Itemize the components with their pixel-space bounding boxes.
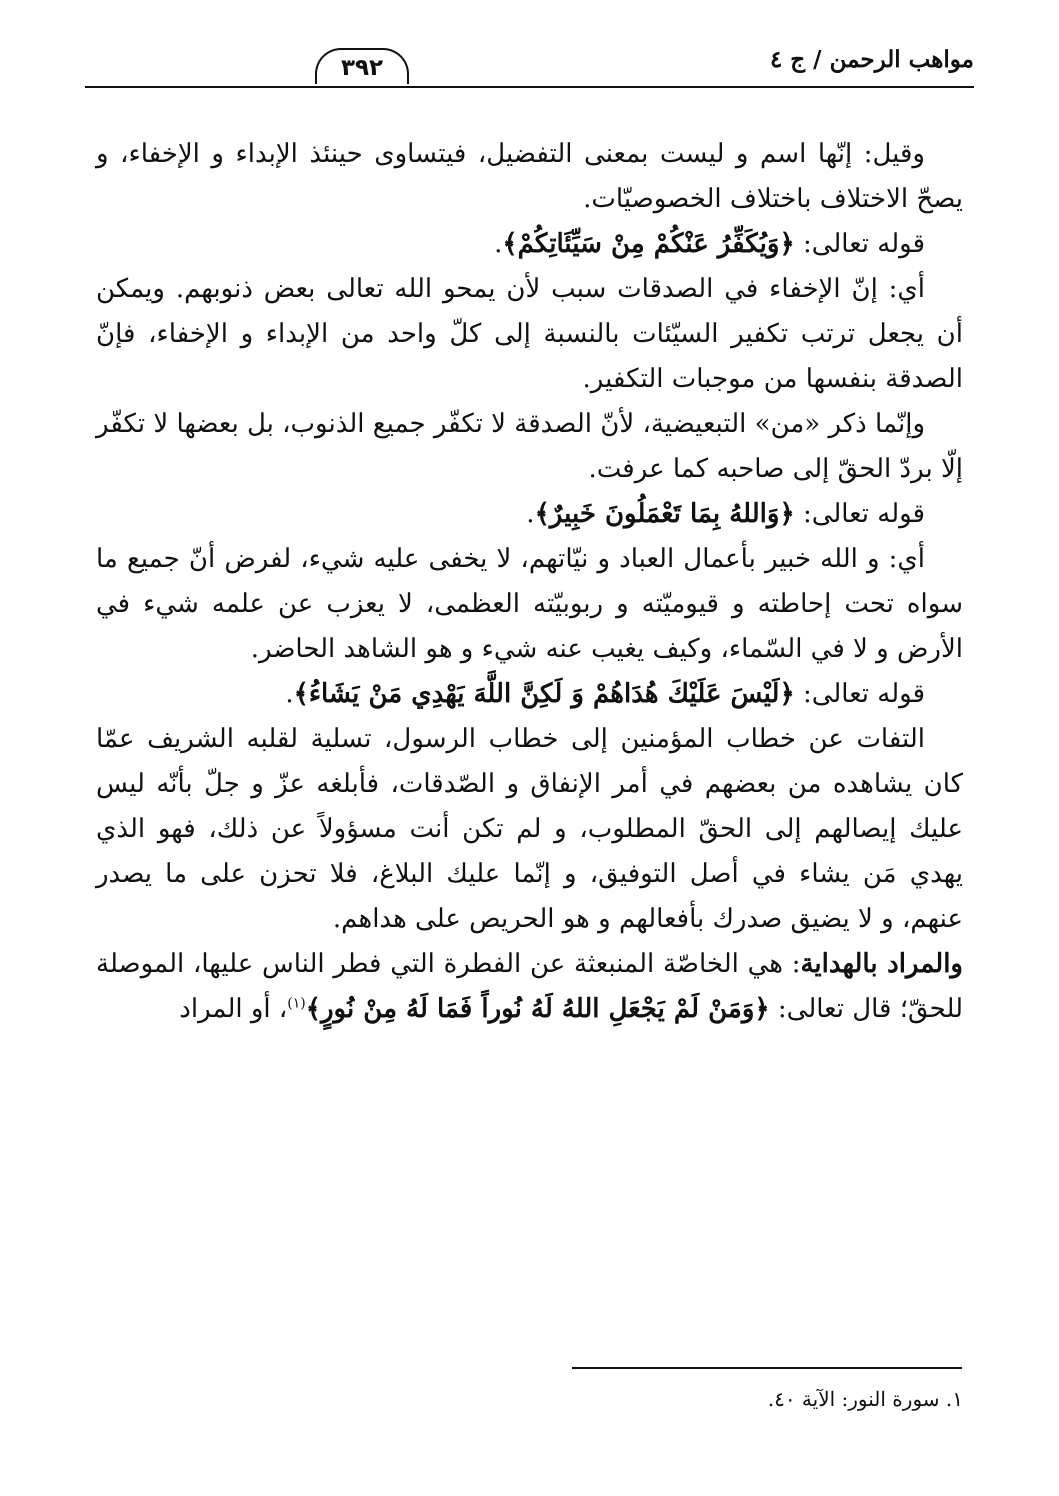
text-line: عليك إيصالهم إلى الحقّ المطلوب، و لم تكن أنت مسؤولاً عن ذلك، فهو الذي — [96, 814, 963, 844]
verse-heading — [96, 492, 963, 537]
footnote-rule — [572, 1367, 962, 1369]
text-line: كان يشاهده من بعضهم في أمر الإنفاق و الصّدقات، فأبلغه عزّ و جلّ بأنّه ليس — [96, 769, 963, 799]
footnote: ١. سورة النور: الآية ٤٠. — [767, 1387, 963, 1411]
paragraph — [96, 402, 963, 492]
defined-term: والمراد بالهداية — [800, 949, 963, 979]
quran-verse: ﴿لَيْسَ عَلَيْكَ هُدَاهُمْ وَ لَكِنَّ اللَّهَ يَهْدِي مَنْ يَشَاءُ﴾ — [293, 679, 795, 709]
text-line: ويمكن أن يجعل ترتب تكفير السيّئات بالنسبة إلى كلّ واحد من الإبداء — [96, 274, 963, 349]
text-line: يهدي مَن يشاء في أصل التوفيق، و إنّما عليك البلاغ، فلا تحزن على ما يصدر — [96, 859, 963, 889]
header-rule — [85, 86, 974, 88]
verse-heading — [96, 222, 963, 267]
paragraph — [96, 132, 963, 222]
text-line: و يصحّ الاختلاف باختلاف الخصوصيّات. — [96, 139, 963, 214]
verse-tail: . — [285, 679, 294, 709]
footnote-reference: (١) — [287, 995, 306, 1012]
text-line: في الأرض و لا في السّماء، وكيف يغيب عنه شيء و هو الشاهد الحاضر. — [96, 589, 963, 664]
verse-lead: قوله تعالى: — [794, 679, 925, 709]
verse-tail: . — [494, 229, 503, 259]
text-line: وقيل: إنّها اسم و ليست بمعنى التفضيل، فيتساوى حينئذ الإبداء و الإخفاء، — [120, 139, 925, 169]
text-line: عنهم، و لا يضيق صدرك بأفعالهم و هو الحريص على هداهم. — [332, 904, 963, 934]
body-text — [96, 132, 963, 1032]
verse-tail: . — [526, 499, 535, 529]
quran-verse: ﴿وَيُكَفِّرُ عَنْكُمْ مِنْ سَيِّئَاتِكُمْ﴾ — [502, 229, 795, 259]
quran-verse: ﴿وَاللهُ بِمَا تَعْمَلُونَ خَبِيرٌ﴾ — [534, 499, 795, 529]
text-run: : هي الخاصّة المنبعثة عن الفطرة التي فطر الناس عليها، الموصلة للحقّ؛ قال تعالى: — [96, 949, 963, 1024]
verse-lead: قوله تعالى: — [794, 229, 925, 259]
paragraph — [96, 267, 963, 402]
quran-verse: ﴿وَمَنْ لَمْ يَجْعَلِ اللهُ لَهُ نُوراً فَمَا لَهُ مِنْ نُورٍ﴾ — [305, 994, 770, 1024]
text-line: أي: إنّ الإخفاء في الصدقات سبب لأن يمحو الله تعالى بعض ذنوبهم. — [175, 274, 925, 304]
text-line: جميع ما سواه تحت إحاطته و قيوميّته و ربوبيّته العظمى، لا يعزب عن علمه شيء — [96, 544, 963, 619]
text-line: أي: و الله خبير بأعمال العباد و نيّاتهم، لا يخفى عليه شيء، لفرض أنّ — [188, 544, 926, 574]
verse-heading — [96, 672, 963, 717]
text-run: ، أو المراد — [179, 994, 288, 1024]
text-line: وإنّما ذكر «من» التبعيضية، لأنّ الصدقة لا تكفّر جميع الذنوب، بل بعضها لا — [153, 409, 926, 439]
text-line: و الإخفاء، فإنّ الصدقة بنفسها من موجبات التكفير. — [96, 319, 963, 394]
running-head — [85, 38, 974, 98]
paragraph — [96, 537, 963, 672]
running-title: مواهب الرحمن / ج ٤ — [769, 46, 974, 73]
paragraph — [96, 942, 963, 1032]
text-line: تكفّر إلّا بردّ الحقّ إلى صاحبه كما عرفت. — [96, 409, 963, 484]
page-number: ٣٩٢ — [315, 48, 409, 84]
text-line: التفات عن خطاب المؤمنين إلى خطاب الرسول، تسلية لقلبه الشريف عمّا — [96, 724, 925, 754]
paragraph — [96, 717, 963, 942]
footnotes — [96, 1383, 963, 1415]
verse-lead: قوله تعالى: — [794, 499, 925, 529]
